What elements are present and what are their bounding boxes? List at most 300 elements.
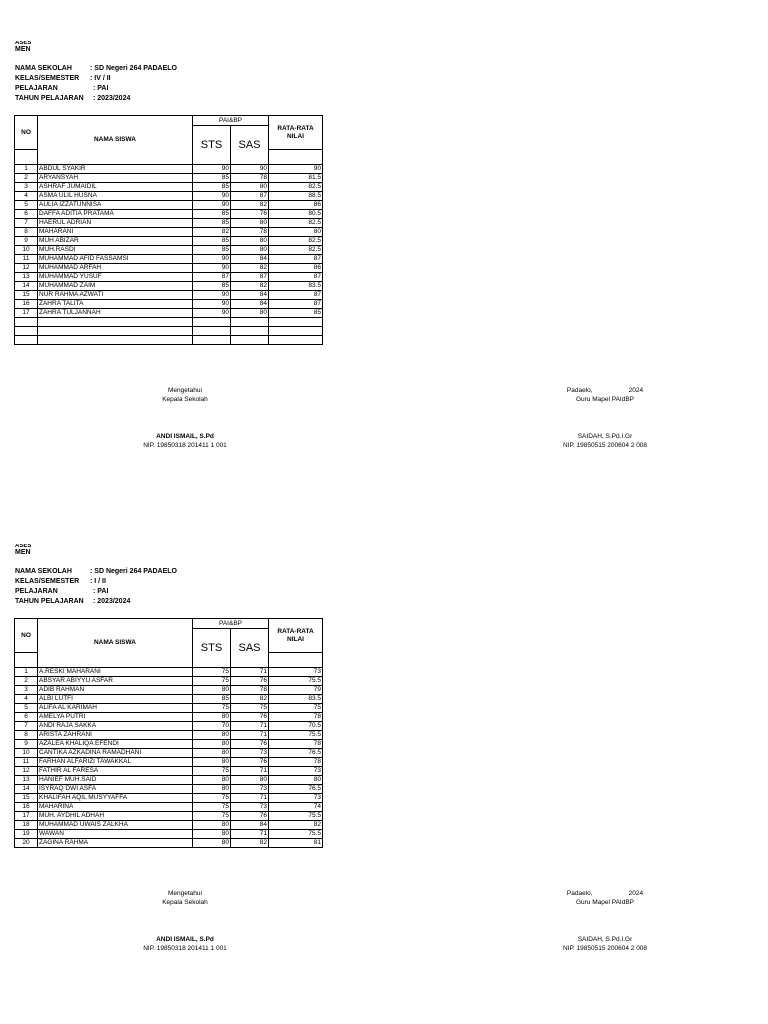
col-header-no: NO bbox=[15, 619, 38, 653]
principal-nip: NIP. 19850318 201411 1 001 bbox=[143, 945, 227, 952]
cell-sts: 82 bbox=[193, 228, 231, 237]
cell-no bbox=[15, 327, 38, 336]
cell-name: ABSYAR ABIYYU ASFAR bbox=[38, 677, 193, 686]
cell-sas: 82 bbox=[231, 839, 269, 848]
sign-right-place bbox=[540, 386, 670, 395]
cell-sas: 76 bbox=[231, 713, 269, 722]
cell-name: ALIFA AL KARIMAH bbox=[38, 704, 193, 713]
table-row bbox=[15, 767, 323, 776]
cell-avg: 75.5 bbox=[269, 731, 323, 740]
cell-sas: 73 bbox=[231, 803, 269, 812]
cell-no: 7 bbox=[15, 219, 38, 228]
table-row bbox=[15, 273, 323, 282]
cell-name: AMELYA PUTRI bbox=[38, 713, 193, 722]
header-spacer bbox=[269, 653, 323, 668]
cell-name: ASHRAF JUMAIDIL bbox=[38, 183, 193, 192]
meta-value: : PAI bbox=[93, 588, 109, 595]
cell-sas: 80 bbox=[231, 183, 269, 192]
cell-name: MUHAMMAD AFID FASSAMSI bbox=[38, 255, 193, 264]
cell-avg: 75.5 bbox=[269, 677, 323, 686]
cell-no: 17 bbox=[15, 812, 38, 821]
cell-sas: 71 bbox=[231, 794, 269, 803]
cell-sas: 73 bbox=[231, 749, 269, 758]
grade-table bbox=[14, 115, 323, 345]
cell-sas bbox=[231, 318, 269, 327]
assessment-sheet-1 bbox=[0, 0, 768, 500]
cell-name: MAHARANI bbox=[38, 228, 193, 237]
meta-key: PELAJARAN bbox=[15, 85, 58, 92]
col-header-no: NO bbox=[15, 116, 38, 150]
cell-sas: 71 bbox=[231, 668, 269, 677]
assessment-sheet-2 bbox=[0, 503, 768, 1003]
cell-sts: 90 bbox=[193, 264, 231, 273]
header-spacer bbox=[15, 150, 38, 165]
table-row bbox=[15, 192, 323, 201]
cell-name: ZAHRA TULJANNAH bbox=[38, 309, 193, 318]
cell-no: 3 bbox=[15, 183, 38, 192]
cell-sts: 80 bbox=[193, 785, 231, 794]
cell-sts: 90 bbox=[193, 165, 231, 174]
cell-avg: 80 bbox=[269, 228, 323, 237]
cell-sts: 80 bbox=[193, 821, 231, 830]
table-row bbox=[15, 749, 323, 758]
cell-no: 10 bbox=[15, 246, 38, 255]
table-row bbox=[15, 758, 323, 767]
cell-name: A.RESKI MAHARANI bbox=[38, 668, 193, 677]
cell-avg bbox=[269, 318, 323, 327]
cell-name: HANIEF MUH.SAID bbox=[38, 776, 193, 785]
cell-name: HAERUL ADRIAN bbox=[38, 219, 193, 228]
signature-teacher bbox=[540, 889, 670, 953]
cell-sts: 80 bbox=[193, 839, 231, 848]
table-row bbox=[15, 839, 323, 848]
heading-bottom: MEN bbox=[15, 46, 31, 53]
meta-value: : I / II bbox=[90, 578, 106, 585]
place-date: Padaelo, bbox=[566, 387, 593, 394]
cell-sts: 80 bbox=[193, 830, 231, 839]
cell-sts: 80 bbox=[193, 740, 231, 749]
cell-sas: 82 bbox=[231, 695, 269, 704]
table-row bbox=[15, 300, 323, 309]
cell-sts bbox=[193, 327, 231, 336]
principal-name: ANDI ISMAIL, S.Pd bbox=[156, 936, 214, 943]
col-header-avg: RATA-RATA NILAI bbox=[269, 116, 323, 150]
cell-no: 5 bbox=[15, 201, 38, 210]
cell-avg: 82.5 bbox=[269, 246, 323, 255]
cell-no: 17 bbox=[15, 309, 38, 318]
sign-year: 2024 bbox=[628, 387, 644, 394]
cell-sas: 90 bbox=[231, 165, 269, 174]
table-row bbox=[15, 291, 323, 300]
cell-sts: 80 bbox=[193, 758, 231, 767]
heading-top: ASES bbox=[15, 41, 32, 46]
cell-sts: 85 bbox=[193, 246, 231, 255]
col-header-group: PAI&BP bbox=[193, 619, 269, 629]
cell-no: 15 bbox=[15, 794, 38, 803]
cell-sts: 90 bbox=[193, 309, 231, 318]
cell-name: WAWAN bbox=[38, 830, 193, 839]
heading-bottom: MEN bbox=[15, 549, 31, 556]
cell-avg: 83.5 bbox=[269, 695, 323, 704]
cell-sas: 71 bbox=[231, 830, 269, 839]
meta-value: : PAI bbox=[93, 85, 109, 92]
table-row bbox=[15, 794, 323, 803]
table-row bbox=[15, 228, 323, 237]
cell-avg: 86 bbox=[269, 201, 323, 210]
cell-sts: 70 bbox=[193, 722, 231, 731]
cell-avg: 81 bbox=[269, 839, 323, 848]
cell-sts: 80 bbox=[193, 713, 231, 722]
table-row bbox=[15, 255, 323, 264]
cell-no: 13 bbox=[15, 273, 38, 282]
cell-no: 11 bbox=[15, 758, 38, 767]
col-header-group: PAI&BP bbox=[193, 116, 269, 126]
cell-avg: 70.5 bbox=[269, 722, 323, 731]
cell-no: 16 bbox=[15, 803, 38, 812]
table-row bbox=[15, 309, 323, 318]
meta-key: PELAJARAN bbox=[15, 588, 58, 595]
signature-principal bbox=[120, 889, 250, 953]
cell-sas: 84 bbox=[231, 821, 269, 830]
cell-no: 7 bbox=[15, 722, 38, 731]
col-header-sts: STS bbox=[193, 629, 231, 668]
cell-sts: 85 bbox=[193, 174, 231, 183]
cell-name: NUR RAHMA AZWATI bbox=[38, 291, 193, 300]
cell-no: 11 bbox=[15, 255, 38, 264]
cell-avg: 73 bbox=[269, 794, 323, 803]
cell-sts: 80 bbox=[193, 686, 231, 695]
cell-sas: 73 bbox=[231, 785, 269, 794]
cell-sts: 75 bbox=[193, 812, 231, 821]
col-header-name: NAMA SISWA bbox=[38, 619, 193, 668]
cell-sas: 80 bbox=[231, 246, 269, 255]
cell-avg: 76.5 bbox=[269, 749, 323, 758]
cell-name: ARYANSYAH bbox=[38, 174, 193, 183]
cell-sas: 84 bbox=[231, 291, 269, 300]
cell-name bbox=[38, 318, 193, 327]
table-row bbox=[15, 704, 323, 713]
signature-principal bbox=[120, 386, 250, 450]
cell-no bbox=[15, 336, 38, 345]
table-row bbox=[15, 246, 323, 255]
cell-avg: 73 bbox=[269, 668, 323, 677]
cell-sas: 84 bbox=[231, 300, 269, 309]
cell-name: ZAHRA TALITA bbox=[38, 300, 193, 309]
cell-sas: 78 bbox=[231, 228, 269, 237]
cell-name bbox=[38, 327, 193, 336]
teacher-nip: NIP. 19850515 200604 2 008 bbox=[562, 442, 648, 449]
cell-sas: 76 bbox=[231, 740, 269, 749]
cell-no: 2 bbox=[15, 677, 38, 686]
meta-value: : SD Negeri 264 PADAELO bbox=[90, 568, 178, 575]
cell-no: 13 bbox=[15, 776, 38, 785]
cell-avg: 78 bbox=[269, 713, 323, 722]
cell-no: 8 bbox=[15, 731, 38, 740]
table-row bbox=[15, 183, 323, 192]
cell-sas: 80 bbox=[231, 776, 269, 785]
cell-name: MUH ABIZAR bbox=[38, 237, 193, 246]
teacher-name: SAIDAH, S.Pd.I.Gr bbox=[577, 936, 633, 943]
cell-avg: 81.5 bbox=[269, 174, 323, 183]
col-header-sas: SAS bbox=[231, 629, 269, 668]
cell-sts: 85 bbox=[193, 183, 231, 192]
cell-avg: 78 bbox=[269, 758, 323, 767]
table-row bbox=[15, 830, 323, 839]
cell-sts: 75 bbox=[193, 803, 231, 812]
cell-sas: 80 bbox=[231, 309, 269, 318]
teacher-nip: NIP. 19850515 200604 2 008 bbox=[562, 945, 648, 952]
cell-sts bbox=[193, 318, 231, 327]
cell-sts: 90 bbox=[193, 201, 231, 210]
cell-name: ZAGINA RAHMA bbox=[38, 839, 193, 848]
cell-name: ISYRAQ DWI ASFA bbox=[38, 785, 193, 794]
meta-value: : SD Negeri 264 PADAELO bbox=[90, 65, 178, 72]
cell-avg: 75 bbox=[269, 704, 323, 713]
cell-sts: 75 bbox=[193, 794, 231, 803]
cell-avg: 90 bbox=[269, 165, 323, 174]
col-header-sts: STS bbox=[193, 126, 231, 165]
cell-avg bbox=[269, 336, 323, 345]
cell-name: DAFFA ADITIA PRATAMA bbox=[38, 210, 193, 219]
cell-name bbox=[38, 336, 193, 345]
cell-sas: 76 bbox=[231, 677, 269, 686]
col-header-avg: RATA-RATA NILAI bbox=[269, 619, 323, 653]
cell-name: MUH.RASDI bbox=[38, 246, 193, 255]
cell-sas: 75 bbox=[231, 704, 269, 713]
sign-left-line2: Kepala Sekolah bbox=[162, 396, 208, 403]
cell-sts: 80 bbox=[193, 731, 231, 740]
table-row bbox=[15, 722, 323, 731]
header-spacer bbox=[15, 653, 38, 668]
cell-sts: 85 bbox=[193, 210, 231, 219]
cell-avg: 88.5 bbox=[269, 192, 323, 201]
table-row bbox=[15, 318, 323, 327]
sign-left-line1: Mengetahui bbox=[168, 890, 202, 897]
table-row bbox=[15, 282, 323, 291]
cell-no: 9 bbox=[15, 237, 38, 246]
cell-no: 14 bbox=[15, 282, 38, 291]
cell-avg: 82 bbox=[269, 821, 323, 830]
cell-no: 6 bbox=[15, 713, 38, 722]
cell-no: 1 bbox=[15, 668, 38, 677]
cell-sts: 75 bbox=[193, 767, 231, 776]
sign-right-place bbox=[540, 889, 670, 898]
cell-name: MUHAMMAD YUSUF bbox=[38, 273, 193, 282]
cell-avg: 80.5 bbox=[269, 210, 323, 219]
sign-right-line2: Guru Mapel PAIdBP bbox=[575, 396, 635, 403]
header-spacer bbox=[269, 150, 323, 165]
cell-name: AULIA IZZATUNNISA bbox=[38, 201, 193, 210]
table-row bbox=[15, 668, 323, 677]
table-row bbox=[15, 219, 323, 228]
table-row bbox=[15, 785, 323, 794]
cell-name: ARISTA ZAHRANI bbox=[38, 731, 193, 740]
meta-key: KELAS/SEMESTER bbox=[15, 75, 80, 82]
cell-name: MUHAMMAD ARFAH bbox=[38, 264, 193, 273]
cell-sas: 71 bbox=[231, 722, 269, 731]
cell-sas: 71 bbox=[231, 731, 269, 740]
table-row bbox=[15, 740, 323, 749]
cell-sts: 85 bbox=[193, 237, 231, 246]
cell-sts: 87 bbox=[193, 273, 231, 282]
cell-sts: 90 bbox=[193, 192, 231, 201]
cell-avg: 82.5 bbox=[269, 219, 323, 228]
sign-left-line1: Mengetahui bbox=[168, 387, 202, 394]
cell-sas: 71 bbox=[231, 767, 269, 776]
cell-avg: 87 bbox=[269, 300, 323, 309]
cell-sas bbox=[231, 336, 269, 345]
cell-sts: 85 bbox=[193, 695, 231, 704]
cell-no: 12 bbox=[15, 767, 38, 776]
cell-sas: 82 bbox=[231, 264, 269, 273]
cell-no: 3 bbox=[15, 686, 38, 695]
col-header-name: NAMA SISWA bbox=[38, 116, 193, 165]
cell-sts: 80 bbox=[193, 749, 231, 758]
table-row bbox=[15, 731, 323, 740]
cell-no: 9 bbox=[15, 740, 38, 749]
cell-sts: 75 bbox=[193, 677, 231, 686]
cell-no bbox=[15, 318, 38, 327]
table-row bbox=[15, 336, 323, 345]
cell-avg: 82.5 bbox=[269, 183, 323, 192]
cell-no: 8 bbox=[15, 228, 38, 237]
cell-name: KHALIFAH AQIL MUSYYAFFA bbox=[38, 794, 193, 803]
cell-sas: 82 bbox=[231, 282, 269, 291]
cell-no: 18 bbox=[15, 821, 38, 830]
cell-no: 2 bbox=[15, 174, 38, 183]
cell-name: FARHAN ALFARIZI TAWAKKAL bbox=[38, 758, 193, 767]
cell-avg: 74 bbox=[269, 803, 323, 812]
table-row bbox=[15, 174, 323, 183]
cell-sts: 90 bbox=[193, 291, 231, 300]
meta-key: TAHUN PELAJARAN bbox=[15, 95, 84, 102]
cell-no: 14 bbox=[15, 785, 38, 794]
cell-name: ANDI RAJA SAKKA bbox=[38, 722, 193, 731]
principal-name: ANDI ISMAIL, S.Pd bbox=[156, 433, 214, 440]
teacher-name: SAIDAH, S.Pd.I.Gr bbox=[577, 433, 633, 440]
table-row bbox=[15, 695, 323, 704]
cell-no: 6 bbox=[15, 210, 38, 219]
cell-sts: 90 bbox=[193, 255, 231, 264]
sign-right-line2: Guru Mapel PAIdBP bbox=[575, 899, 635, 906]
grade-table bbox=[14, 618, 323, 848]
cell-name: MUHAMMAD UWAIS ZALKHA bbox=[38, 821, 193, 830]
cell-no: 4 bbox=[15, 695, 38, 704]
sign-year: 2024 bbox=[628, 890, 644, 897]
cell-no: 1 bbox=[15, 165, 38, 174]
meta-value: : 2023/2024 bbox=[93, 598, 131, 605]
cell-sts: 75 bbox=[193, 668, 231, 677]
cell-no: 19 bbox=[15, 830, 38, 839]
cell-no: 12 bbox=[15, 264, 38, 273]
cell-avg: 83.5 bbox=[269, 282, 323, 291]
cell-avg: 76.5 bbox=[269, 785, 323, 794]
meta-value: : 2023/2024 bbox=[93, 95, 131, 102]
table-row bbox=[15, 686, 323, 695]
cell-avg: 87 bbox=[269, 291, 323, 300]
cell-name: AZALEA KHALIQA EFENDI bbox=[38, 740, 193, 749]
table-row bbox=[15, 803, 323, 812]
table-row bbox=[15, 165, 323, 174]
cell-avg bbox=[269, 327, 323, 336]
table-row bbox=[15, 821, 323, 830]
cell-sas: 80 bbox=[231, 219, 269, 228]
cell-sas: 80 bbox=[231, 237, 269, 246]
cell-no: 16 bbox=[15, 300, 38, 309]
cell-sas: 87 bbox=[231, 192, 269, 201]
cell-sas: 87 bbox=[231, 273, 269, 282]
cell-name: ABDUL SYAKIR bbox=[38, 165, 193, 174]
heading-top: ASES bbox=[15, 544, 32, 549]
meta-key: TAHUN PELAJARAN bbox=[15, 598, 84, 605]
cell-sas: 78 bbox=[231, 686, 269, 695]
table-row bbox=[15, 713, 323, 722]
cell-no: 4 bbox=[15, 192, 38, 201]
sign-left-line2: Kepala Sekolah bbox=[162, 899, 208, 906]
cell-sts: 80 bbox=[193, 776, 231, 785]
table-row bbox=[15, 776, 323, 785]
cell-sas bbox=[231, 327, 269, 336]
table-row bbox=[15, 201, 323, 210]
cell-avg: 75.5 bbox=[269, 812, 323, 821]
sheet-heading bbox=[15, 41, 31, 53]
cell-sts: 90 bbox=[193, 300, 231, 309]
cell-avg: 82.5 bbox=[269, 237, 323, 246]
cell-avg: 85 bbox=[269, 309, 323, 318]
col-header-sas: SAS bbox=[231, 126, 269, 165]
cell-name: FATHIR AL FARESA bbox=[38, 767, 193, 776]
cell-no: 15 bbox=[15, 291, 38, 300]
table-row bbox=[15, 210, 323, 219]
cell-no: 10 bbox=[15, 749, 38, 758]
cell-name: ADIB RAHMAN bbox=[38, 686, 193, 695]
cell-avg: 79 bbox=[269, 686, 323, 695]
cell-sas: 76 bbox=[231, 758, 269, 767]
signature-teacher bbox=[540, 386, 670, 450]
cell-avg: 87 bbox=[269, 255, 323, 264]
cell-sts: 85 bbox=[193, 219, 231, 228]
meta-value: : IV / II bbox=[90, 75, 111, 82]
table-row bbox=[15, 812, 323, 821]
cell-sas: 76 bbox=[231, 210, 269, 219]
cell-sas: 82 bbox=[231, 201, 269, 210]
cell-no: 5 bbox=[15, 704, 38, 713]
cell-sas: 84 bbox=[231, 255, 269, 264]
cell-avg: 87 bbox=[269, 273, 323, 282]
cell-name: MAHARINA bbox=[38, 803, 193, 812]
cell-sts: 85 bbox=[193, 282, 231, 291]
cell-sas: 76 bbox=[231, 812, 269, 821]
cell-no: 20 bbox=[15, 839, 38, 848]
table-row bbox=[15, 327, 323, 336]
cell-name: ASMA ULIL HUSNA bbox=[38, 192, 193, 201]
cell-sas: 78 bbox=[231, 174, 269, 183]
cell-sts: 75 bbox=[193, 704, 231, 713]
cell-sts bbox=[193, 336, 231, 345]
cell-avg: 86 bbox=[269, 264, 323, 273]
principal-nip: NIP. 19850318 201411 1 001 bbox=[143, 442, 227, 449]
cell-avg: 80 bbox=[269, 776, 323, 785]
cell-name: MUHAMMAD ZAIM bbox=[38, 282, 193, 291]
meta-key: NAMA SEKOLAH bbox=[15, 568, 72, 575]
cell-avg: 78 bbox=[269, 740, 323, 749]
meta-key: KELAS/SEMESTER bbox=[15, 578, 80, 585]
cell-avg: 73 bbox=[269, 767, 323, 776]
table-row bbox=[15, 237, 323, 246]
place-date: Padaelo, bbox=[566, 890, 593, 897]
cell-avg: 75.5 bbox=[269, 830, 323, 839]
cell-name: MUH. AYDHIL ADHAH bbox=[38, 812, 193, 821]
